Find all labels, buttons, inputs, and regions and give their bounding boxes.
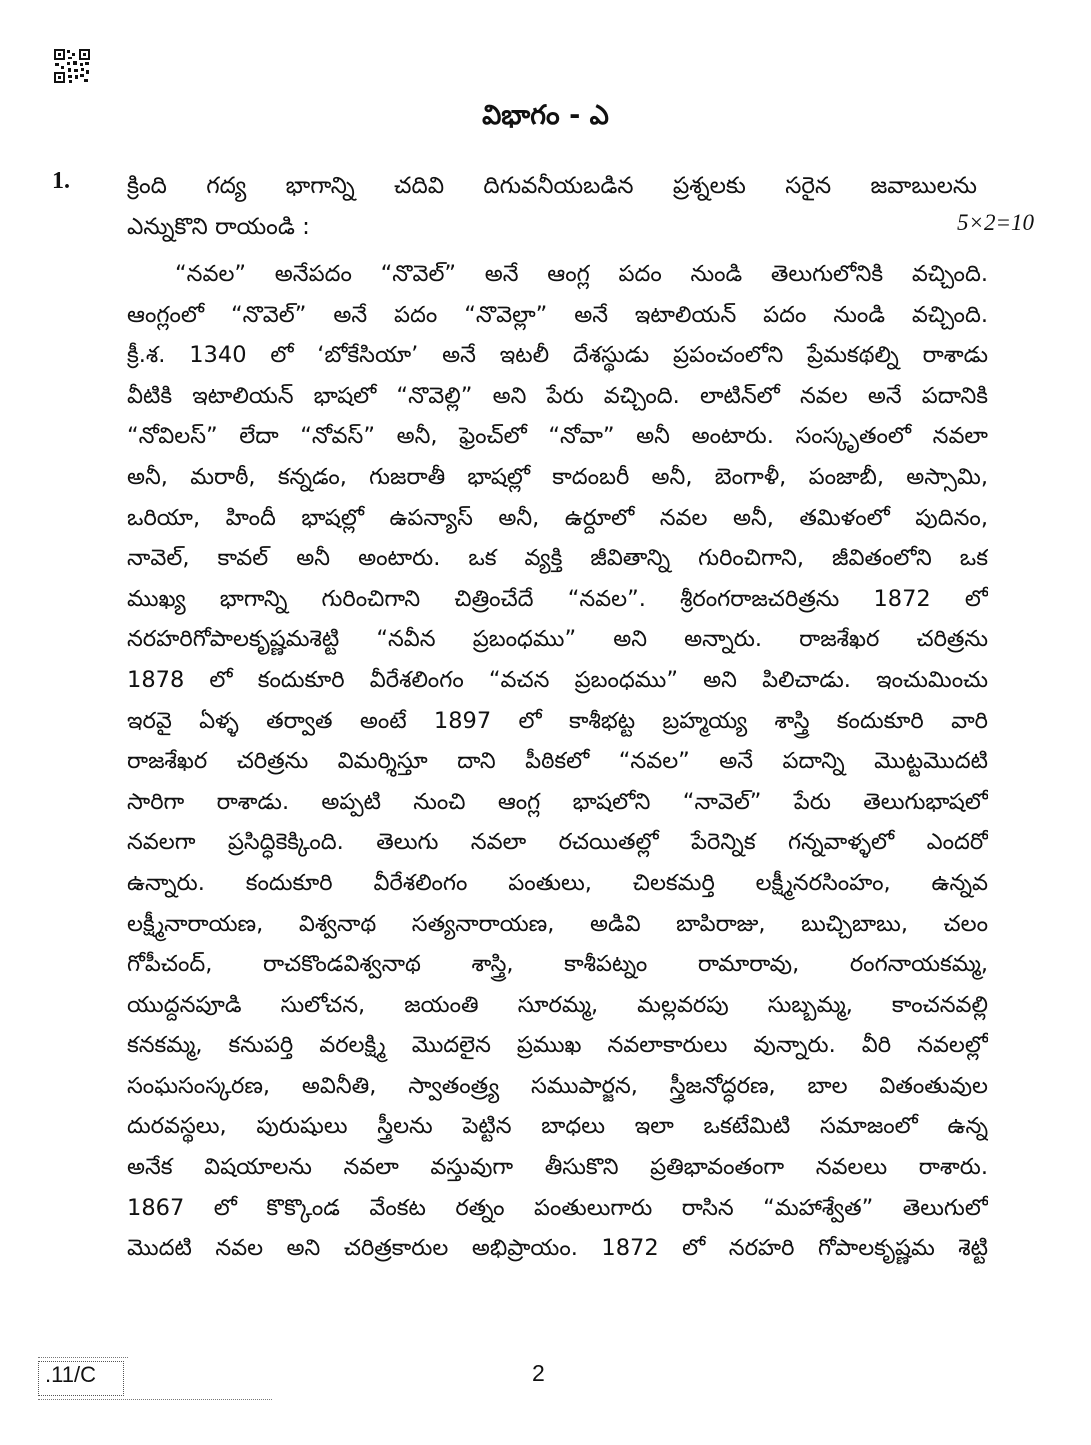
passage-line: అనేక విషయాలను నవలా వస్తువుగా తీసుకొని ప్రతిభావంతంగా నవలలు రాశారు. xyxy=(127,1154,988,1181)
passage-line: “నవల” అనేపదం “నొవెల్” అనే ఆంగ్ల పదం నుండి తెలుగులోనికి వచ్చింది. xyxy=(175,261,988,287)
qr-code-icon xyxy=(53,48,91,84)
passage-line: దురవస్థలు, పురుషులు స్త్రీలను పెట్టిన బాధలు ఇలా ఒకటేమిటి సమాజంలో ఉన్న xyxy=(127,1113,988,1140)
passage-line: ముఖ్య భాగాన్ని గురించిగాని చిత్రించేదే “నవల”. శ్రీరంగరాజచరిత్రను 1872 లో xyxy=(127,585,988,612)
question-instruction: క్రింది గద్య భాగాన్ని చదివి దిగువనీయబడిన ప్రశ్నలకు సరైన జవాబులను xyxy=(127,173,977,199)
passage-line: మొదటి నవల అని చరిత్రకారుల అభిప్రాయం. 1872 లో నరహరి గోపాలకృష్ణమ శెట్టి xyxy=(127,1235,988,1262)
passage-line: నావెల్, కావల్ అనీ అంటారు. ఒక వ్యక్తి జీవితాన్ని గురించిగాని, జీవితంలోని ఒక xyxy=(127,545,988,572)
section-title: విభాగం - ఎ xyxy=(482,100,609,131)
passage-line: 1878 లో కందుకూరి వీరేశలింగం “వచన ప్రబంధము” అని పిలిచాడు. ఇంచుమించు xyxy=(127,666,988,693)
passage-line: కనకమ్మ, కనుపర్తి వరలక్ష్మి మొదలైన ప్రముఖ నవలాకారులు వున్నారు. వీరి నవలల్లో xyxy=(127,1032,988,1059)
divider xyxy=(38,1357,128,1360)
passage-line: క్రీ.శ. 1340 లో ‘బోకేసియా’ అనే ఇటలీ దేశస్థుడు ప్రపంచంలోని ప్రేమకథల్ని రాశాడు xyxy=(127,342,988,369)
passage-line: రాజశేఖర చరిత్రను విమర్శిస్తూ దాని పీఠికలో “నవల” అనే పదాన్ని మొట్టమొదటి xyxy=(127,748,988,775)
passage-line: అనీ, మరాఠీ, కన్నడం, గుజరాతీ భాషల్లో కాదంబరీ అనీ, బెంగాళీ, పంజాబీ, అస్సామి, xyxy=(127,463,988,490)
divider xyxy=(38,1399,272,1402)
question-instruction-continued: ఎన్నుకొని రాయండి : xyxy=(127,214,310,240)
passage-line: నవలగా ప్రసిద్ధికెక్కింది. తెలుగు నవలా రచయితల్లో పేరెన్నిక గన్నవాళ్ళలో ఎందరో xyxy=(127,829,988,856)
page-number: 2 xyxy=(532,1360,545,1386)
passage-line: నరహరిగోపాలకృష్ణమశెట్టి “నవీన ప్రబంధము” అని అన్నారు. రాజశేఖర చరిత్రను xyxy=(127,626,988,653)
passage-line: ఆంగ్లంలో “నొవెల్” అనే పదం “నొవెల్లా” అనే ఇటాలియన్ పదం నుండి వచ్చింది. xyxy=(127,301,988,328)
passage-line: ఇరవై ఏళ్ళ తర్వాత అంటే 1897 లో కాశీభట్ట బ్రహ్మయ్య శాస్త్రి కందుకూరి వారి xyxy=(127,707,988,734)
passage-line: “నోవిలస్” లేదా “నోవస్” అనీ, ఫ్రెంచ్‌లో “నోవా” అనీ అంటారు. సంస్కృతంలో నవలా xyxy=(127,423,988,450)
passage-line: ఒరియా, హిందీ భాషల్లో ఉపన్యాస్ అనీ, ఉర్దూలో నవల అనీ, తమిళంలో పుదినం, xyxy=(127,504,988,531)
passage-line: గోపీచంద్, రాచకొండవిశ్వనాథ శాస్త్రి, కాశీపట్నం రామారావు, రంగనాయకమ్మ, xyxy=(127,951,988,978)
question-number: 1. xyxy=(52,168,70,194)
passage-line: సారిగా రాశాడు. అప్పటి నుంచి ఆంగ్ల భాషలోని “నావెల్” పేరు తెలుగుభాషలో xyxy=(127,788,988,815)
marks-allocation: 5×2=10 xyxy=(956,210,1034,235)
passage-line: ఉన్నారు. కందుకూరి వీరేశలింగం పంతులు, చిలకమర్తి లక్ష్మీనరసింహం, ఉన్నవ xyxy=(127,869,988,896)
passage-line: 1867 లో కొక్కొండ వేంకట రత్నం పంతులుగారు రాసిన “మహాశ్వేత” తెలుగులో xyxy=(127,1194,988,1221)
paper-code: .11/C xyxy=(45,1362,96,1387)
passage-line: వీటికి ఇటాలియన్ భాషలో “నొవెల్లి” అని పేరు వచ్చింది. లాటిన్‌లో నవల అనే పదానికి xyxy=(127,382,988,409)
passage-line: యుద్దనపూడి సులోచన, జయంతి సూరమ్మ, మల్లవరపు సుబ్బమ్మ, కాంచనవల్లి xyxy=(127,991,988,1018)
passage-line: లక్ష్మీనారాయణ, విశ్వనాథ సత్యనారాయణ, అడివి బాపిరాజు, బుచ్చిబాబు, చలం xyxy=(127,910,988,937)
passage-line: సంఘసంస్కరణ, అవినీతి, స్వాతంత్ర్య సముపార్జన, స్త్రీజనోద్ధరణ, బాల వితంతువుల xyxy=(127,1072,988,1099)
prose-passage xyxy=(127,254,988,1269)
